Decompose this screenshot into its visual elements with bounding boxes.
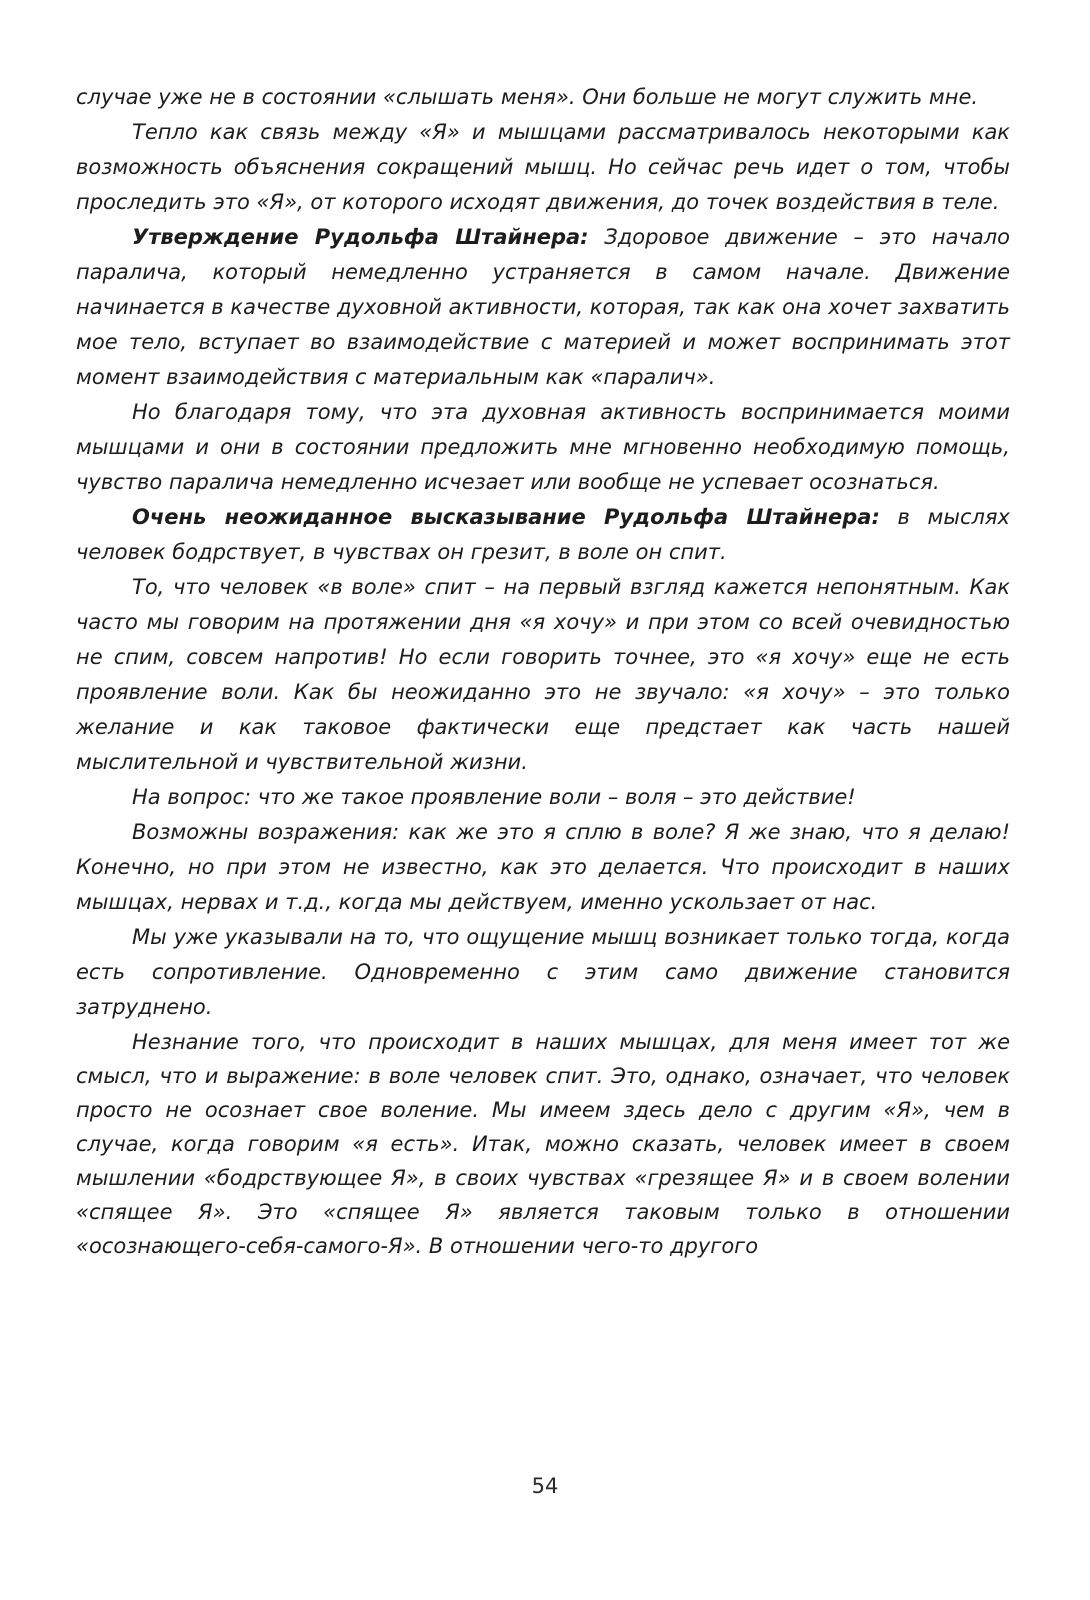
paragraph-lead: Утверждение Рудольфа Штайнера:: [132, 225, 589, 249]
page-body: [76, 80, 1010, 1263]
paragraph-9: [76, 920, 1010, 1025]
paragraph-text: Тепло как связь между «Я» и мышцами рассматривалось некоторыми как возможность объяснения сокращений мышц. Но сейчас речь идет о том, чтобы проследить это «Я», от которого исходят движения, до точек воздействия в теле.: [76, 120, 1010, 214]
paragraph-7: [76, 780, 1010, 815]
paragraph-text: То, что человек «в воле» спит – на первый взгляд кажется непонятным. Как часто мы говорим на протяжении дня «я хочу» и при этом со всей очевидностью не спим, совсем напротив! Но если говорить точнее, это «я хочу» еще не есть проявление воли. Как бы неожиданно это не звучало: «я хочу» – это только желание и как таковое фактически еще предстает как часть нашей мыслительной и чувствительной жизни.: [76, 575, 1010, 774]
paragraph-text: Но благодаря тому, что эта духовная активность воспринимается моими мышцами и они в состоянии предложить мне мгновенно необходимую помощь, чувство паралича немедленно исчезает или вообще не успевает осознаться.: [76, 400, 1010, 494]
paragraph-text: Возможны возражения: как же это я сплю в воле? Я же знаю, что я делаю! Конечно, но при этом не известно, как это делается. Что происходит в наших мышцах, нервах и т.д., когда мы действуем, именно ускользает от нас.: [76, 820, 1010, 914]
paragraph-text: Здоровое движение – это начало паралича, который немедленно устраняется в самом начале. Движение начинается в качестве духовной активности, которая, так как она хочет захватить мое тело, вступает во взаимодействие с материей и может воспринимать этот момент взаимодействия с материальным как «паралич».: [76, 225, 1010, 389]
paragraph-text: Мы уже указывали на то, что ощущение мышц возникает только тогда, когда есть сопротивление. Одновременно с этим само движение становится затруднено.: [76, 925, 1010, 1019]
paragraph-2: [76, 115, 1010, 220]
paragraph-text: случае уже не в состоянии «слышать меня». Они больше не могут служить мне.: [76, 85, 979, 109]
paragraph-4: [76, 395, 1010, 500]
paragraph-lead: Очень неожиданное высказывание Рудольфа Штайнера:: [132, 505, 880, 529]
paragraph-3: [76, 220, 1010, 395]
paragraph-text: На вопрос: что же такое проявление воли – воля – это действие!: [132, 785, 856, 809]
paragraph-6: [76, 570, 1010, 780]
paragraph-8: [76, 815, 1010, 920]
paragraph-text: Незнание того, что происходит в наших мышцах, для меня имеет тот же смысл, что и выражение: в воле человек спит. Это, однако, означает, что человек просто не осознает свое воление. Мы имеем здесь дело с другим «Я», чем в случае, когда говорим «я есть». Итак, можно сказать, человек имеет в своем мышлении «бодрствующее Я», в своих чувствах «грезящее Я» и в своем волении «спящее Я». Это «спящее Я» является таковым только в отношении «осознающего-себя-самого-Я». В отношении чего-то другого: [76, 1030, 1010, 1258]
paragraph-text: в мыслях человек бодрствует, в чувствах он грезит, в воле он спит.: [76, 505, 1010, 564]
paragraph-1: [76, 80, 1010, 115]
page-number: 54: [531, 1474, 559, 1498]
paragraph-10: [76, 1025, 1010, 1263]
paragraph-5: [76, 500, 1010, 570]
